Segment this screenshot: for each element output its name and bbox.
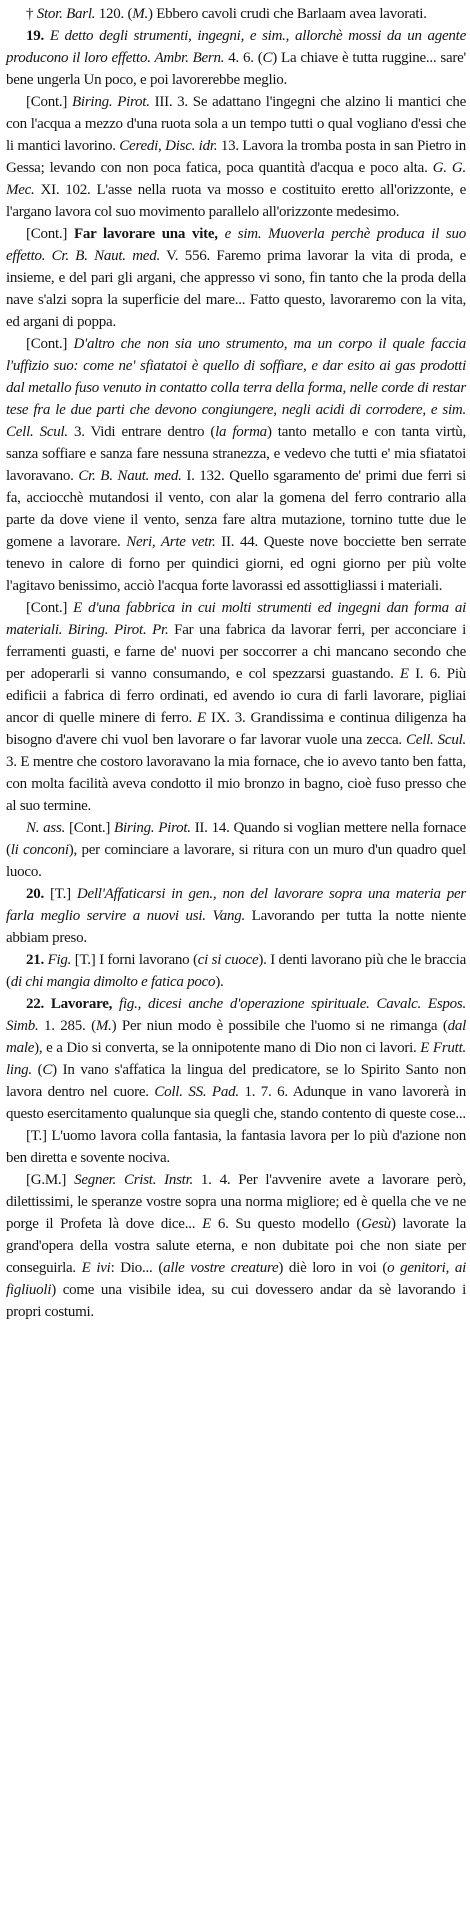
italic-text: e sim. Muoverla perchè produca il suo effetto. Cr. B. Naut. med.	[6, 226, 467, 264]
italic-text: Coll. SS. Pad.	[154, 1084, 239, 1100]
entry-text: 120. (	[95, 6, 133, 22]
entry-heading: 22.	[26, 996, 44, 1012]
entry-text	[218, 226, 225, 242]
italic-text: G. G. Mec.	[6, 160, 466, 198]
italic-text: E	[399, 666, 409, 682]
entry-text: [Cont.]	[65, 820, 115, 836]
entry-text: Lavorando per tutta la notte niente abbiam preso.	[6, 908, 466, 946]
italic-text: C	[262, 50, 273, 66]
entry-heading: 20.	[26, 886, 44, 902]
entry-text: ) come una visibile idea, su cui dovessero andar da sè lavorando i propri costumi.	[6, 1282, 466, 1320]
italic-text: Segner. Crist. Instr.	[74, 1172, 194, 1188]
entry-text: 1. 285. (	[38, 1018, 96, 1034]
entry-text: 1. 4. Per l'avvenire avete a lavorare però, dilettissimi, le speranze vostre sopra una norma migliore; ed è quella che ve ne porge il Profeta là dove dice...	[6, 1172, 466, 1232]
italic-text: C	[42, 1062, 53, 1078]
entry-paragraph	[6, 1125, 466, 1169]
entry-text: ), e a Dio si converta, se la onnipotente mano di Dio non ci lavori.	[34, 1040, 421, 1056]
entry-text: [Cont.]	[26, 336, 74, 352]
italic-text: M.	[95, 1018, 112, 1034]
italic-text: Biring. Pirot.	[114, 820, 191, 836]
entry-text: II. 44. Queste nove bocciette ben serrate tenevo in calore di forno per quindici giorni, ed ogni giorno per più volte l'agitavo benissimo, acciò l'acqua forte lavorassi ed assottigliassi i materiali.	[6, 534, 466, 594]
entry-text: ) diè loro in voi (	[278, 1260, 388, 1276]
entry-text: V. 556. Faremo prima lavorar la vita di proda, e insieme, e del pari gli argani, che appresso vi sono, fin tanto che la proda della nave s'alzi sopra la superficie del mare... Fatto questo, lavoraremo con la vita, ed argani di poppa.	[6, 248, 466, 330]
italic-text: di chi mangia dimolto e fatica poco	[10, 974, 216, 990]
entry-paragraph	[6, 597, 466, 817]
entry-text: ).	[215, 974, 224, 990]
italic-text: E Frutt. ling.	[6, 1040, 466, 1078]
entry-text: IX. 3. Grandissima e continua diligenza ha bisogno d'avere chi vuol ben lavorare o far lavorar vuole una zecca.	[6, 710, 466, 748]
italic-text: Biring. Pirot.	[72, 94, 150, 110]
italic-text: Gesù	[361, 1216, 391, 1232]
italic-text: o genitori, ai figliuoli	[6, 1260, 467, 1298]
entry-text: [Cont.]	[26, 600, 74, 616]
italic-text: Fig.	[47, 952, 72, 968]
italic-text: ci si cuoce	[197, 952, 259, 968]
italic-text: Neri, Arte vetr.	[126, 534, 216, 550]
entry-text: Far una fabrica da lavorar ferri, per acconciare i ferramenti guasti, e farne de' nuovi per soccorrer a chi mancano secondo che per adoperarli si vanno consumando, e col spezzarsi guastando.	[6, 622, 466, 682]
entry-text: 13. Lavora la tromba posta in san Pietro in Gessa; levando con non poca fatica, poca quantità d'acqua e poco alta.	[6, 138, 467, 176]
italic-text: N. ass.	[26, 820, 66, 836]
italic-text: fig., dicesi anche d'operazione spirituale. Cavalc. Espos. Simb.	[6, 996, 467, 1034]
italic-text: la forma	[215, 424, 267, 440]
italic-text: Cell. Scul.	[406, 732, 466, 748]
entry-text: 1. 7. 6. Adunque in vano lavorerà in questo esercitamento qualunque sia quegli che, stando contento di queste cose...	[6, 1084, 466, 1122]
entry-text: ), per cominciare a lavorare, si ritura con un muro d'un quadro quel luoco.	[6, 842, 466, 880]
entry-text: ) In vano s'affatica la lingua del predicatore, se lo Spirito Santo non lavora dentro nel cuore.	[6, 1062, 466, 1100]
entry-text: 4. 6. (	[224, 50, 263, 66]
entry-text: [T.] I forni lavorano (	[71, 952, 198, 968]
italic-text: Dell'Affaticarsi in gen., non del lavorare sopra una materia per farla meglio servire a nuovi usi. Vang.	[6, 886, 466, 924]
entry-text: ) La chiave è tutta ruggine... sare' bene ungerla Un poco, e poi lavorerebbe meglio.	[6, 50, 466, 88]
dictionary-column	[6, 3, 466, 1323]
entry-paragraph	[6, 883, 466, 949]
italic-text: alle vostre creature	[163, 1260, 279, 1276]
entry-paragraph	[6, 3, 466, 25]
italic-text: E detto degli strumenti, ingegni, e sim., allorchè mossi da un agente producono il loro effetto. Ambr. Bern.	[6, 28, 466, 66]
entry-text: III. 3. Se adattano l'ingegni che alzino li mantici che con l'acqua a mezzo d'una ruota sola a un tempo tutti o qual vogliano d'essi che li mantici lavorino.	[6, 94, 466, 154]
entry-text: [Cont.]	[26, 226, 74, 242]
entry-paragraph	[6, 333, 466, 597]
entry-paragraph	[6, 949, 466, 993]
entry-text: XI. 102. L'asse nella ruota va mosso e costituito eretto all'orizzonte, e l'argano lavora col suo movimento parallelo all'orizzonte medesimo.	[6, 182, 466, 220]
entry-text: II. 14. Quando si voglian mettere nella fornace (	[6, 820, 466, 858]
entry-text: [Cont.]	[26, 94, 73, 110]
entry-paragraph	[6, 223, 466, 333]
entry-text: [T.] L'uomo lavora colla fantasia, la fantasia lavora per lo più d'azione non ben diretta e sovente nociva.	[6, 1128, 466, 1166]
italic-text: D'altro che non sia uno strumento, ma un corpo il quale faccia l'uffizio suo: come ne' sfiatatoi è quello di soffiare, e dar esito ai gas prodotti dal metallo fuso venuto in contatto colla terra della forma, nelle corde di restar tese fra le due parti che devono congiungere, negli acidi di corrodere, e sim. Cell. Scul.	[6, 336, 466, 440]
entry-text: ) Ebbero cavoli crudi che Barlaam avea lavorati.	[148, 6, 427, 22]
entry-text: [G.M.]	[26, 1172, 75, 1188]
entry-text: ) tanto metallo e con tanta virtù, sanza soffiare e sanza fare nessuna stranezza, e vedevo che tutti e' mia sfiatatoi lavoravano.	[6, 424, 466, 484]
italic-text: dal male	[6, 1018, 466, 1056]
entry-heading: 19.	[26, 28, 44, 44]
entry-heading: Far lavorare una vite,	[73, 226, 218, 242]
entry-text: : Dio... (	[110, 1260, 164, 1276]
entry-text: I. 132. Quello sgaramento de' primi due ferri si fa, acciocchè mutandosi il vento, con alar la gomena del ferro contrario alla parte da dove viene il vento, senza fare altra mutazione, tornino tutte due le gomene a lavorare.	[6, 468, 466, 550]
entry-text: 3. E mentre che costoro lavoravano la mia fornace, che io avevo tanto ben fatta, con molta facilità aveva condotto il mio bronzo in bagno, cioè fuso presso che al suo termine.	[6, 754, 466, 814]
entry-paragraph	[6, 1169, 466, 1323]
italic-text: li conconi	[10, 842, 69, 858]
entry-paragraph	[6, 817, 466, 883]
italic-text: E ivi	[81, 1260, 111, 1276]
entry-heading: Lavorare,	[50, 996, 113, 1012]
entry-text: I. 6. Più edificii a fabrica di ferro ordinati, ed avendo io cura di farli lavorare, pigliai ancor di quelle minere di ferro.	[6, 666, 466, 726]
italic-text: Stor. Barl.	[36, 6, 96, 22]
entry-paragraph	[6, 993, 466, 1125]
entry-heading: 21.	[26, 952, 44, 968]
entry-text	[112, 996, 119, 1012]
entry-text: (	[31, 1062, 43, 1078]
entry-text: [T.]	[44, 886, 77, 902]
entry-text	[44, 996, 51, 1012]
italic-text: Cr. B. Naut. med.	[78, 468, 182, 484]
entry-text: ) Per niun modo è possibile che l'uomo si ne rimanga (	[111, 1018, 448, 1034]
entry-text: 6. Su questo modello (	[210, 1216, 362, 1232]
entry-paragraph	[6, 91, 466, 223]
entry-text: ) lavorate la grand'opera della vostra salute eterna, e non dubitate poi che non siate per conseguirla.	[6, 1216, 466, 1276]
entry-text: 3. Vidi entrare dentro (	[67, 424, 216, 440]
italic-text: E	[197, 710, 206, 726]
entry-text: †	[26, 6, 37, 22]
entry-text: ). I denti lavorano più che le braccia (	[6, 952, 467, 990]
italic-text: Ceredi, Disc. idr.	[119, 138, 218, 154]
italic-text: M.	[132, 6, 149, 22]
entry-paragraph	[6, 25, 466, 91]
italic-text: E	[202, 1216, 211, 1232]
italic-text: E d'una fabbrica in cui molti strumenti ed ingegni dan forma ai materiali. Biring. Pirot. Pr.	[6, 600, 466, 638]
